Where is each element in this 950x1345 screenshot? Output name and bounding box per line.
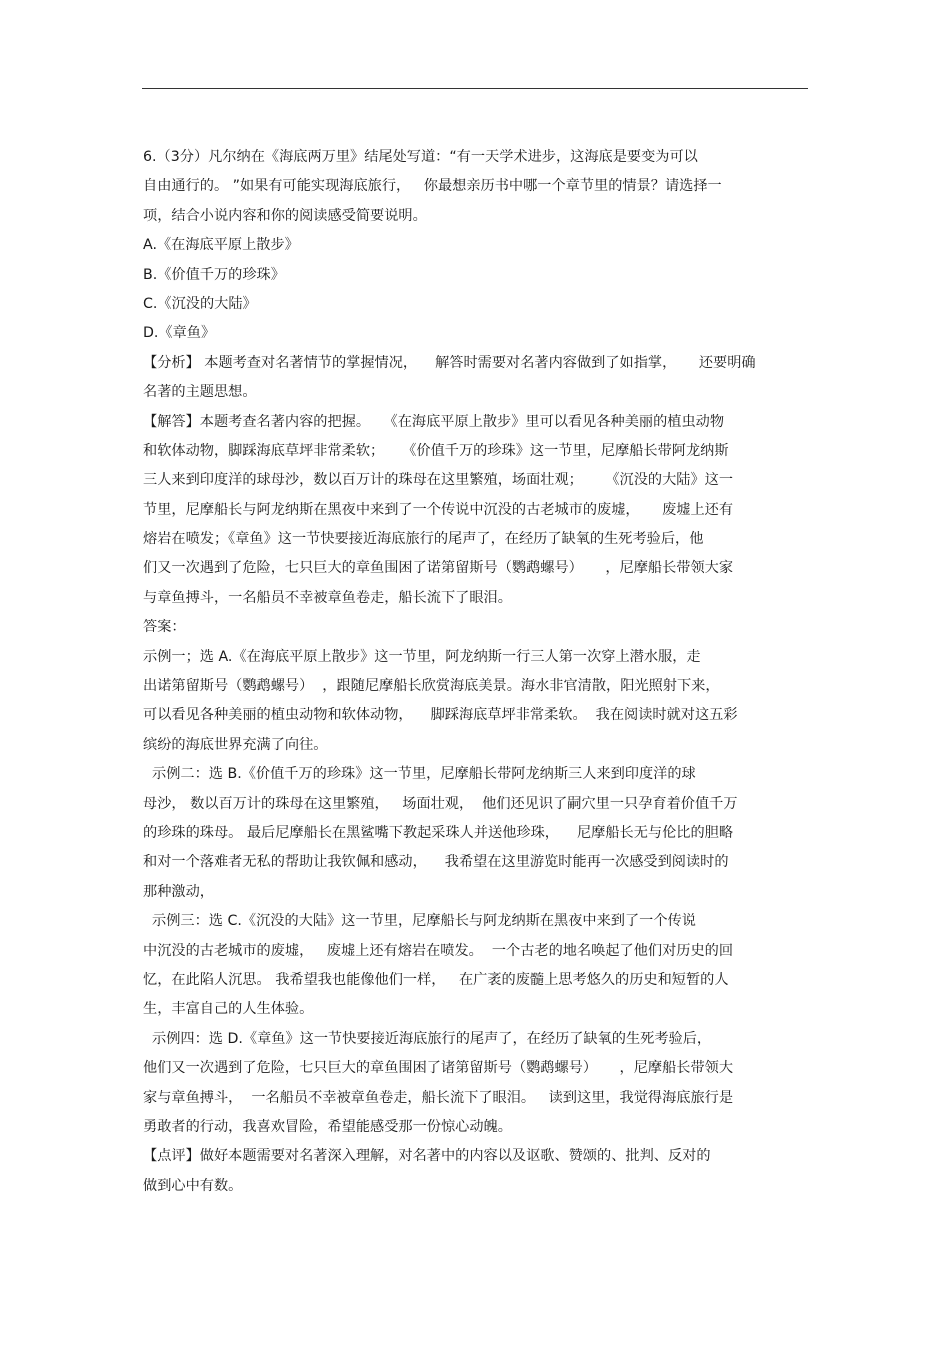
example-line: 的珍珠的珠母。 最后尼摩船长在黑鲨嘴下教起采珠人并送他珍珠， 尼摩船长无与伦比的胆略	[143, 824, 734, 841]
comment-line: 【点评】做好本题需要对名著深入理解，对名著中的内容以及讴歌、赞颂的、批判、反对的	[143, 1148, 711, 1165]
example-line: 勇敢者的行动，我喜欢冒险，希望能感受那一份惊心动魄。	[143, 1118, 512, 1135]
example-line: 母沙， 数以百万计的珠母在这里繁殖， 场面壮观， 他们还见识了嗣穴里一只孕育着价值千万	[143, 795, 738, 812]
example-line: 生，丰富自己的人生体验。	[143, 1001, 314, 1018]
solution-line: 们又一次遇到了危险，七只巨大的章鱼围困了诺第留斯号（鹦鹉螺号） ，尼摩船长带领大家	[143, 560, 734, 577]
header-rule	[142, 88, 808, 89]
example-line: 示例三：选 C.《沉没的大陆》这一节里，尼摩船长与阿龙纳斯在黑夜中来到了一个传说	[143, 913, 696, 930]
example-line: 和对一个落难者无私的帮助让我钦佩和感动， 我希望在这里游览时能再一次感受到阅读时的	[143, 854, 729, 871]
example-line: 示例一；选 A.《在海底平原上散步》这一节里，阿龙纳斯一行三人第一次穿上潜水服，走	[143, 648, 701, 665]
analysis-line: 名著的主题思想。	[143, 384, 257, 401]
example-line: 缤纷的海底世界充满了向往。	[143, 736, 328, 753]
solution-line: 节里，尼摩船长与阿龙纳斯在黑夜中来到了一个传说中沉没的古老城市的废墟， 废墟上还有	[143, 501, 734, 518]
solution-line: 熔岩在喷发；《章鱼》这一节快要接近海底旅行的尾声了，在经历了缺氧的生死考验后，他	[143, 531, 704, 548]
example-one	[143, 643, 808, 761]
comment-section	[143, 1142, 808, 1201]
option-c: C.《沉没的大陆》	[143, 295, 257, 312]
solution-section	[143, 408, 808, 614]
option-a: A.《在海底平原上散步》	[143, 237, 299, 254]
answer-label: 答案：	[143, 619, 186, 636]
comment-line: 做到心中有数。	[143, 1177, 243, 1194]
example-line: 出诺第留斯号（鹦鹉螺号） ，跟随尼摩船长欣赏海底美景。海水非官清散，阳光照射下来，	[143, 678, 720, 695]
example-line: 那种激动，	[143, 883, 214, 900]
solution-line: 和软体动物，脚踩海底草坪非常柔软； 《价值千万的珍珠》这一节里，尼摩船长带阿龙纳斯	[143, 442, 729, 459]
solution-line: 【解答】本题考查名著内容的把握。 《在海底平原上散步》里可以看见各种美丽的植虫动物	[143, 413, 725, 430]
example-line: 忆，在此陷人沉思。 我希望我也能像他们一样， 在广袤的废髓上思考悠久的历史和短暂的人	[143, 971, 729, 988]
option-b: B.《价值千万的珍珠》	[143, 266, 285, 283]
option-d: D.《章鱼》	[143, 325, 216, 342]
stem-line: 自由通行的。 ”如果有可能实现海底旅行， 你最想亲历书中哪一个章节里的情景？请选择一	[143, 178, 722, 195]
analysis-section	[143, 349, 808, 408]
option-list	[143, 231, 808, 349]
example-line: 中沉没的古老城市的废墟， 废墟上还有熔岩在喷发。 一个古老的地名唤起了他们对历史的回	[143, 942, 734, 959]
question-stem	[143, 143, 808, 231]
example-line: 他们又一次遇到了危险，七只巨大的章鱼围困了诸第留斯号（鹦鹉螺号） ，尼摩船长带领大	[143, 1060, 734, 1077]
example-line: 示例四：选 D.《章鱼》这一节快要接近海底旅行的尾声了，在经历了缺氧的生死考验后，	[143, 1030, 712, 1047]
example-line: 家与章鱼搏斗， 一名船员不幸被章鱼卷走，船长流下了眼泪。 读到这里，我觉得海底旅行是	[143, 1089, 734, 1106]
solution-line: 与章鱼搏斗，一名船员不幸被章鱼卷走，船长流下了眼泪。	[143, 589, 512, 606]
example-line: 可以看见各种美丽的植虫动物和软体动物， 脚踩海底草坪非常柔软。 我在阅读时就对这五彩	[143, 707, 738, 724]
analysis-line: 【分析】 本题考查对名著情节的掌握情况， 解答时需要对名著内容做到了如指掌， 还要明确	[143, 354, 756, 371]
solution-line: 三人来到印度洋的球母沙，数以百万计的珠母在这里繁殖，场面壮观； 《沉没的大陆》这一	[143, 472, 734, 489]
example-three	[143, 907, 808, 1025]
stem-line: 项，结合小说内容和你的阅读感受简要说明。	[143, 207, 427, 224]
example-line: 示例二：选 B.《价值千万的珍珠》这一节里，尼摩船长带阿龙纳斯三人来到印度洋的球	[143, 766, 696, 783]
question-body	[143, 143, 808, 1201]
example-two	[143, 760, 808, 907]
example-four	[143, 1025, 808, 1143]
stem-line: 6.（3分）凡尔纳在《海底两万里》结尾处写道：“有一天学术进步，这海底是要变为可以	[143, 149, 698, 165]
